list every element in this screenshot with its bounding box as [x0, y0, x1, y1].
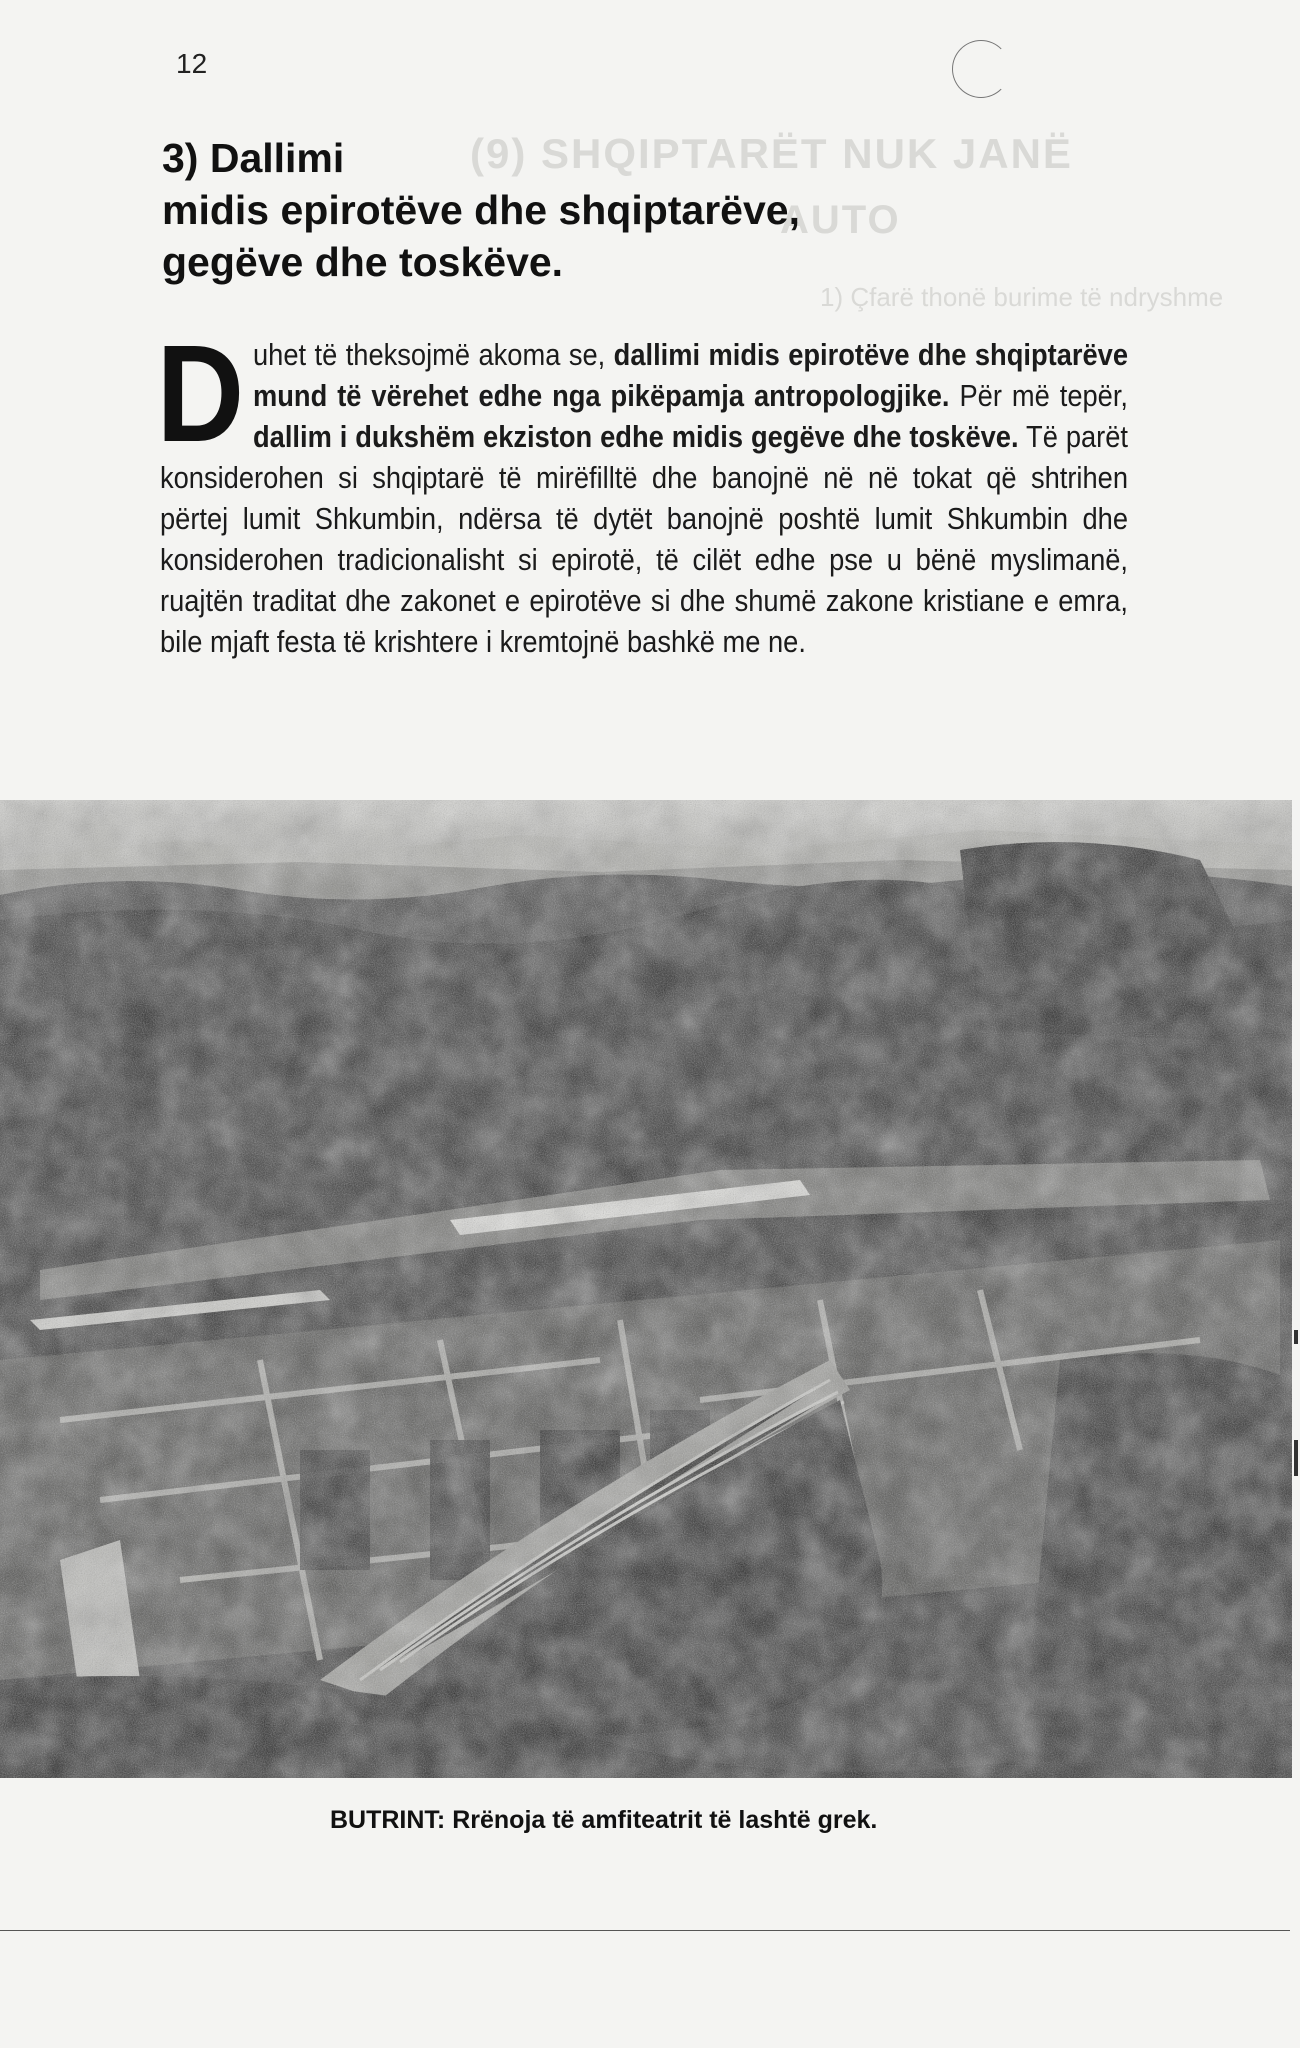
scan-edge-mark	[1294, 1440, 1298, 1476]
butrint-amphitheater-photo	[0, 800, 1292, 1778]
photo-caption	[330, 1806, 877, 1835]
paragraph-text: Për më tepër,	[949, 378, 1128, 413]
title-line: midis epirotëve dhe shqiptarëve,	[162, 187, 800, 233]
caption-label: BUTRINT:	[330, 1806, 446, 1834]
bleed-through-subheading: AUTO	[780, 198, 901, 242]
paragraph-bold-text: dallim i dukshëm ekziston edhe midis gegëve dhe toskëve.	[252, 419, 1019, 454]
caption-text: Rrënoja të amfiteatrit të lashtë grek.	[445, 1806, 878, 1834]
section-title	[162, 132, 982, 288]
punch-hole-mark	[952, 40, 1010, 98]
paragraph-bold-text: dallimi midis epirotëve dhe shqiptarëve mund të vërehet edhe nga pikëpamja antropologjike.	[252, 337, 1129, 413]
paragraph-text: Të parët konsiderohen si shqiptarë të mirëfilltë dhe banojnë në në tokat që shtrihen përtej lumit Shkumbin, ndërsa të dytët banojnë poshtë lumit Shkumbin dhe konsiderohen tradicionalisht si epirotë, të cilët edhe pse u bënë myslimanë, ruajtën traditat dhe zakonet e epirotëve si dhe shumë zakone kristiane e emra, bile mjaft festa të krishtere i kremtojnë bashkë me ne.	[160, 419, 1128, 659]
drop-cap: D	[156, 317, 245, 471]
scan-edge-mark	[1294, 1330, 1298, 1344]
body-paragraph	[156, 317, 1129, 662]
bleed-through-heading: (9) SHQIPTARËT NUK JANË	[470, 130, 1073, 177]
footer-divider	[0, 1930, 1290, 1931]
title-line: 3) Dallimi	[162, 135, 345, 181]
page-number: 12	[176, 48, 208, 79]
paragraph-text: uhet të theksojmë akoma se,	[252, 337, 614, 372]
title-line: gegëve dhe toskëve.	[162, 239, 564, 285]
bleed-through-line: 1) Çfarë thonë burime të ndryshme	[820, 282, 1224, 312]
